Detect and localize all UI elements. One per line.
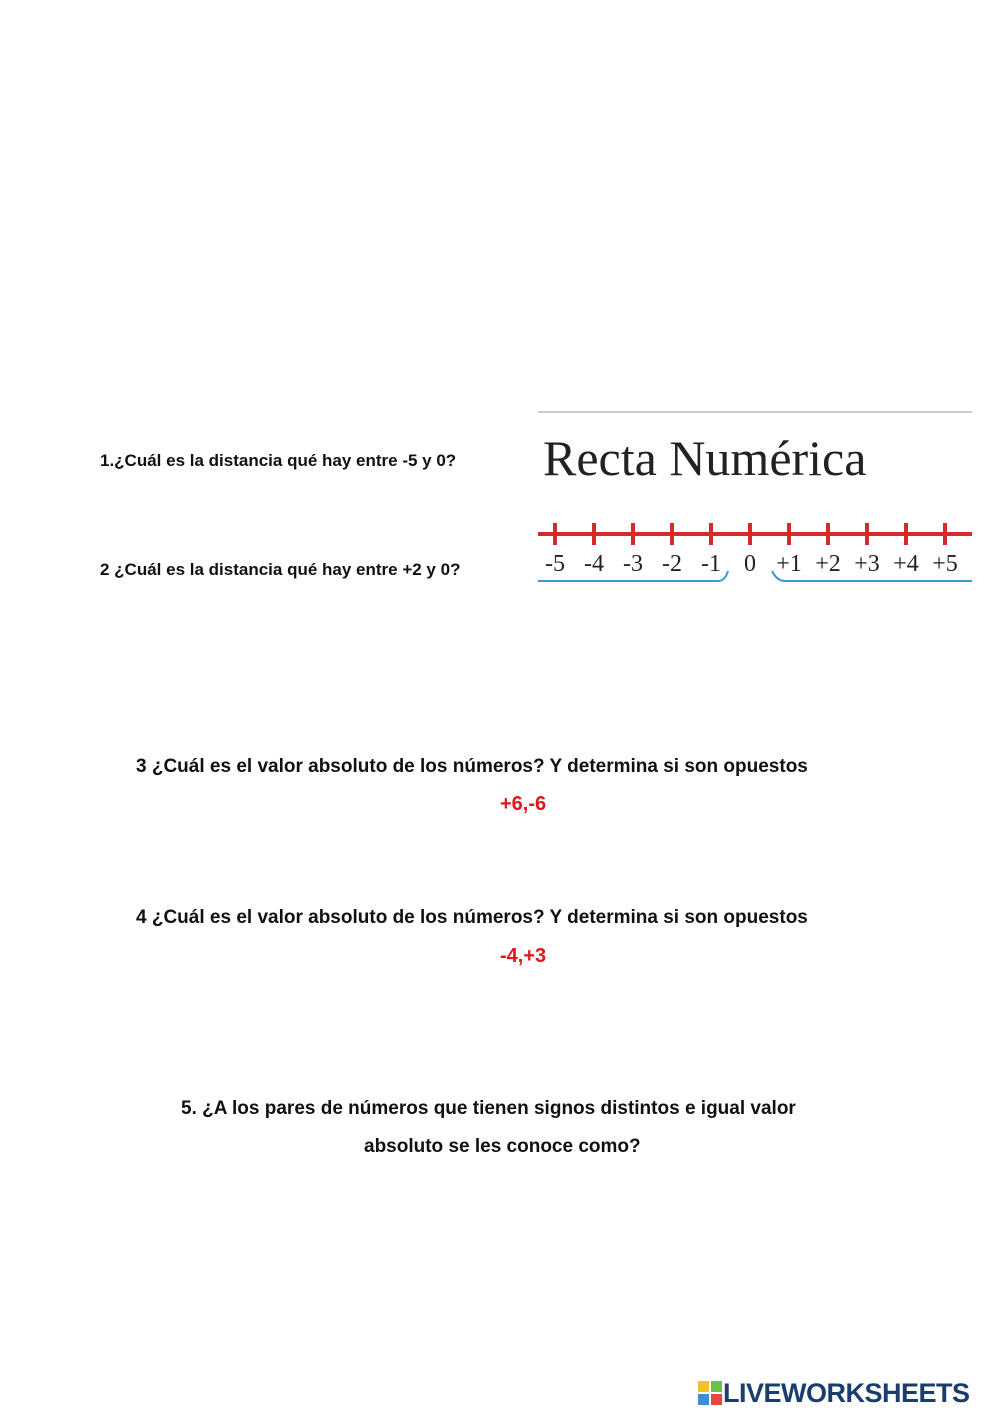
tick-label: -5 <box>545 551 565 577</box>
question-5-line-1: 5. ¿A los pares de números que tienen signos distintos e igual valor <box>181 1098 796 1119</box>
tick-label: -4 <box>584 551 604 577</box>
liveworksheets-blocks-icon <box>697 1380 723 1406</box>
question-5-line-2: absoluto se les conoce como? <box>364 1136 641 1157</box>
question-4-numbers: -4,+3 <box>500 945 547 967</box>
liveworksheets-logo[interactable] <box>697 1378 970 1408</box>
tick-label: 0 <box>744 551 756 577</box>
question-1: 1.¿Cuál es la distancia qué hay entre -5 y 0? <box>100 451 457 470</box>
tick-label: +2 <box>815 551 841 577</box>
question-4: 4 ¿Cuál es el valor absoluto de los números? Y determina si son opuestos <box>136 907 808 928</box>
tick-label: +1 <box>776 551 802 577</box>
number-line-title: Recta Numérica <box>543 430 867 486</box>
tick-label: -1 <box>701 551 721 577</box>
question-3: 3 ¿Cuál es el valor absoluto de los números? Y determina si son opuestos <box>136 756 808 777</box>
tick-label: +3 <box>854 551 880 577</box>
liveworksheets-wordmark: LIVEWORKSHEETS <box>723 1377 970 1408</box>
question-2: 2 ¿Cuál es la distancia qué hay entre +2 y 0? <box>100 560 461 579</box>
tick-label: -2 <box>662 551 682 577</box>
question-3-numbers: +6,-6 <box>500 793 547 815</box>
tick-label: -3 <box>623 551 643 577</box>
tick-label: +5 <box>932 551 958 577</box>
tick-label: +4 <box>893 551 919 577</box>
number-line-figure <box>535 405 975 595</box>
